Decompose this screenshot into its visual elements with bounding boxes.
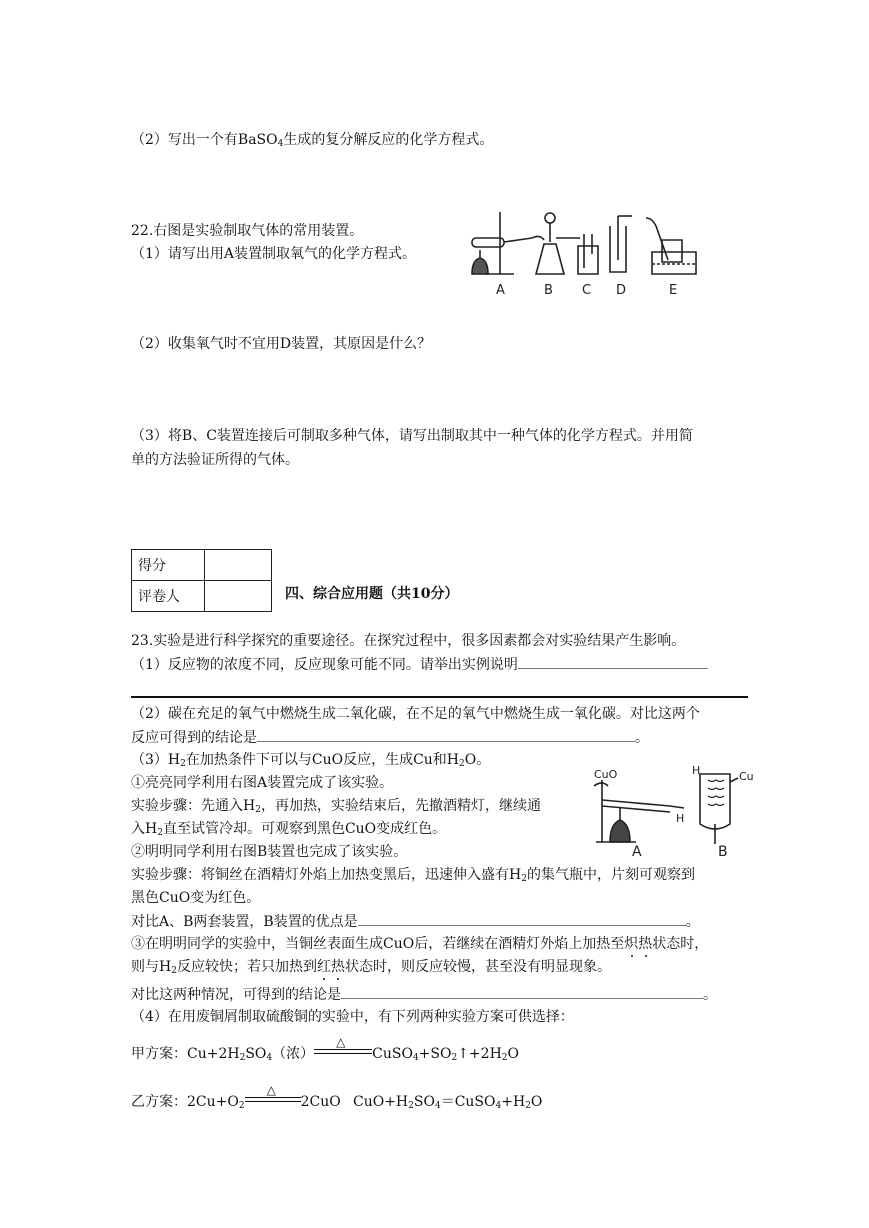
- divider-rule: [131, 696, 748, 698]
- fig-label-a: A: [632, 844, 642, 858]
- q22-part1: （1）请写出用A装置制取氧气的化学方程式。: [131, 246, 417, 262]
- score-cell: [205, 550, 272, 581]
- plan-b-equation-1: 乙方案：$2Cu+O_2$ △ 2CuO: [131, 1083, 341, 1111]
- apparatus-label-e: E: [669, 283, 678, 298]
- q23-part2-line1: （2）碳在充足的氧气中燃烧生成二氧化碳，在不足的氧气中燃烧生成一氧化碳。对比这两个: [131, 706, 700, 722]
- plan-a-equation: 甲方案：$Cu+2H_2SO_4$（浓） △ $CuSO_4+SO_2↑+2H_2O$: [131, 1035, 519, 1063]
- q23-part3-2-steps-line1: 实验步骤：将铜丝在酒精灯外焰上加热变黑后，迅速伸入盛有$H_2$的集气瓶中，片刻可观察到: [131, 867, 695, 884]
- fig-label-cu: Cu: [739, 770, 754, 783]
- answer-blank-4[interactable]: [341, 984, 703, 999]
- section4-title: 四、综合应用题（共10分）: [285, 586, 459, 602]
- q21-part2: （2）写出一个有BaSO$_4$生成的复分解反应的化学方程式。: [131, 132, 494, 149]
- answer-blank-2[interactable]: [257, 727, 635, 742]
- score-table: [131, 549, 272, 612]
- answer-blank-1[interactable]: [518, 654, 708, 669]
- q23-part3-1-steps-line2: 入$H_2$直至试管冷却。可观察到黑色CuO变成红色。: [131, 821, 447, 838]
- apparatus-label-b: B: [544, 283, 553, 298]
- q23-part3-3-line1: ③在明明同学的实验中，当铜丝表面生成CuO后，若继续在酒精灯外焰上加热至炽热状态时，: [131, 936, 709, 952]
- grader-cell: [205, 581, 272, 612]
- cuo-reduction-figure: [592, 766, 762, 858]
- q23-part4: （4）在用废铜屑制取硫酸铜的实验中，有下列两种实验方案可供选择：: [131, 1009, 574, 1025]
- answer-blank-3[interactable]: [358, 911, 686, 926]
- fig-label-h2: H: [692, 766, 701, 777]
- apparatus-label-a: A: [496, 283, 505, 298]
- q23-conclusion: 对比这两种情况，可得到的结论是 。: [131, 984, 717, 1005]
- apparatus-label-c: C: [582, 283, 592, 298]
- apparatus-label-d: D: [616, 283, 627, 298]
- q23-part3-3-line2: 则与$H_2$反应较快；若只加热到红热状态时，则反应较慢，甚至没有明显现象。: [131, 959, 611, 976]
- score-label: 得分: [132, 550, 205, 581]
- heat-equals-sign-2: △: [245, 1092, 301, 1106]
- fig-label-b: B: [718, 844, 728, 858]
- heat-equals-sign: △: [314, 1044, 372, 1058]
- q23-part2-line2: 反应可得到的结论是 。: [131, 727, 649, 748]
- gas-apparatus-figure: [462, 208, 712, 300]
- q22-part2: （2）收集氧气时不宜用D装置，其原因是什么？: [131, 336, 432, 352]
- q23-part3-2: ②明明同学利用右图B装置也完成了该实验。: [131, 844, 408, 860]
- fig-label-cuo: CuO: [594, 768, 618, 781]
- q22-part3-line1: （3）将B、C装置连接后可制取多种气体，请写出制取其中一种气体的化学方程式。并用简: [131, 428, 693, 444]
- q23-part1: （1）反应物的浓度不同，反应现象可能不同。请举出实例说明: [131, 654, 708, 675]
- grader-label: 评卷人: [132, 581, 205, 612]
- q23-title: 23.实验是进行科学探究的重要途径。在探究过程中，很多因素都会对实验结果产生影响。: [131, 633, 686, 649]
- q22-title: 22.右图是实验制取气体的常用装置。: [131, 223, 364, 239]
- q23-part3-intro: $(3)H_2$在加热条件下可以与CuO反应，生成Cu和$H_2O$。: [131, 752, 491, 769]
- q23-compare: 对比A、B两套装置，B装置的优点是 。: [131, 911, 700, 932]
- plan-b-equation-2: $CuO+H_2SO_4=CuSO_4+H_2O$: [353, 1094, 543, 1111]
- q23-part3-1-steps-line1: 实验步骤：先通入$H_2$，再加热，实验结束后，先撤酒精灯，继续通: [131, 798, 541, 815]
- q22-part3-line2: 单的方法验证所得的气体。: [131, 452, 299, 468]
- q23-part3-1: ①亮亮同学利用右图A装置完成了该实验。: [131, 775, 394, 791]
- q23-part3-2-steps-line2: 黑色CuO变为红色。: [131, 890, 261, 906]
- fig-label-h2-a: H: [676, 812, 685, 825]
